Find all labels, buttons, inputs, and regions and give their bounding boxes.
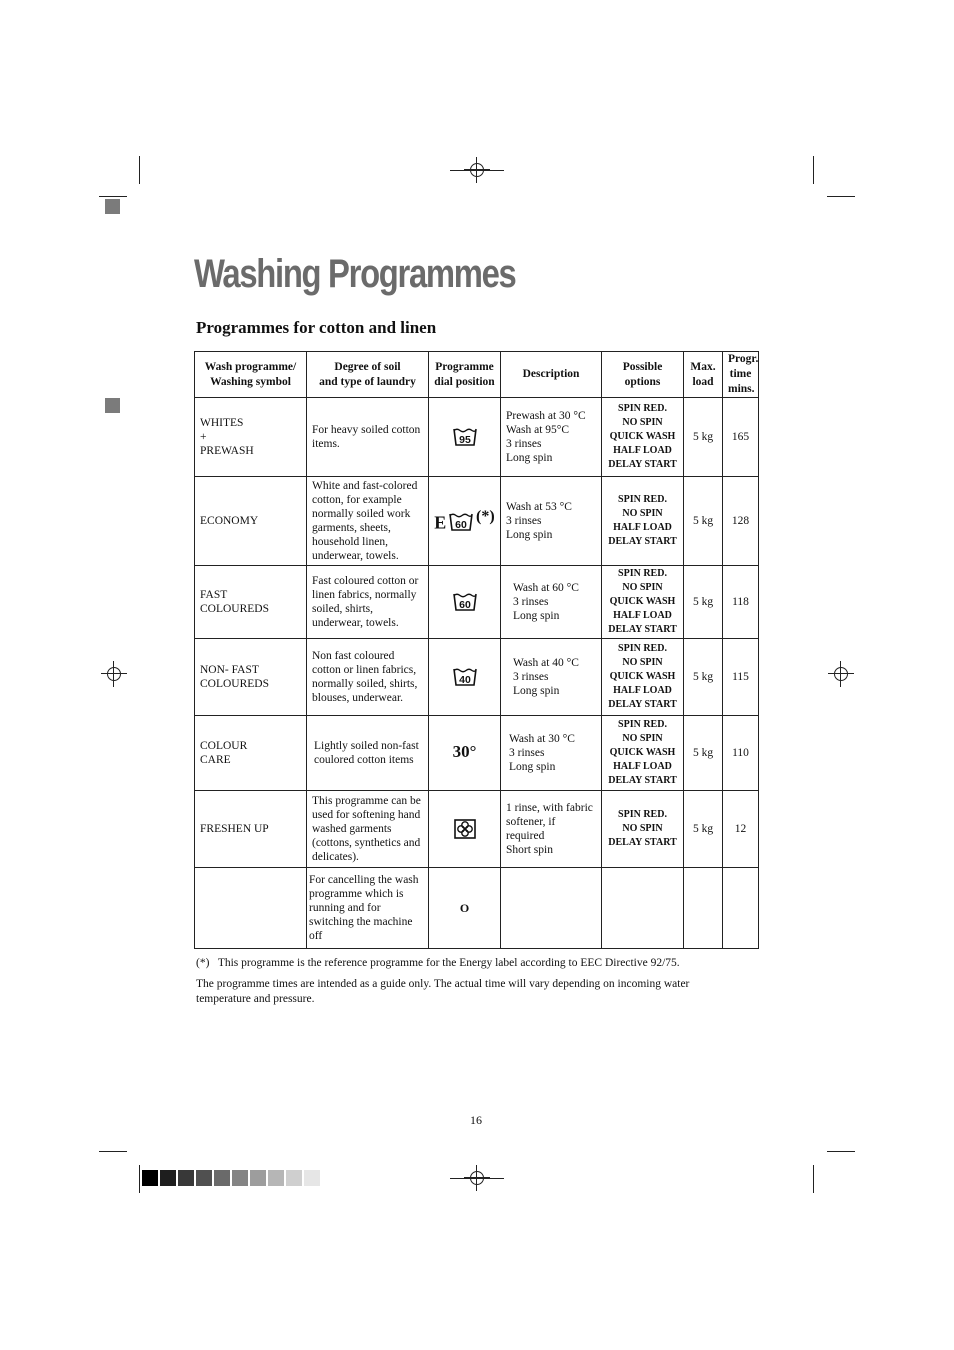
programme-time: 165 — [723, 398, 759, 477]
section-marker — [105, 199, 120, 214]
possible-options: SPIN RED. NO SPIN QUICK WASH HALF LOAD DELAY START — [602, 398, 684, 477]
programme-time — [723, 868, 759, 949]
programme-description: 1 rinse, with fabric softener, if required Short spin — [501, 791, 602, 868]
programme-description: Wash at 40 °C 3 rinses Long spin — [501, 639, 602, 716]
programme-name: FRESHEN UP — [195, 791, 307, 868]
programme-description: Prewash at 30 °C Wash at 95°C 3 rinses Long spin — [501, 398, 602, 477]
possible-options: SPIN RED. NO SPIN QUICK WASH HALF LOAD DELAY START — [602, 639, 684, 716]
table-row — [195, 477, 759, 566]
crop-mark — [450, 1178, 504, 1179]
footnote-times: The programme times are intended as a guide only. The actual time will vary depending on incoming water temperature and pressure. — [196, 978, 690, 1005]
programme-name — [195, 868, 307, 949]
economy-letter: E — [434, 512, 447, 533]
programme-time: 110 — [723, 716, 759, 791]
table-row — [195, 398, 759, 477]
dial-position — [429, 398, 501, 477]
max-load: 5 kg — [684, 398, 723, 477]
header-programme: Wash programme/ Washing symbol — [195, 352, 307, 398]
registration-mark-icon — [101, 661, 127, 687]
crop-mark — [450, 170, 504, 171]
programme-description: Wash at 60 °C 3 rinses Long spin — [501, 566, 602, 639]
possible-options: SPIN RED. NO SPIN QUICK WASH HALF LOAD DELAY START — [602, 716, 684, 791]
max-load: 5 kg — [684, 791, 723, 868]
programme-time: 115 — [723, 639, 759, 716]
table-row — [195, 716, 759, 791]
page-title: Washing Programmes — [194, 252, 516, 296]
crop-mark — [139, 156, 140, 184]
header-time: Progr. time mins. — [723, 352, 759, 398]
programme-name: FAST COLOUREDS — [195, 566, 307, 639]
programme-name: ECONOMY — [195, 477, 307, 566]
dial-position — [429, 791, 501, 868]
soil-description: For heavy soiled cotton items. — [307, 398, 429, 477]
soil-description: Fast coloured cotton or linen fabrics, normally soiled, shirts, underwear, towels. — [307, 566, 429, 639]
soil-description: White and fast-colored cotton, for example normally soiled work garments, sheets, household linen, underwear, towels. — [307, 477, 429, 566]
programme-time: 128 — [723, 477, 759, 566]
programme-description: Wash at 30 °C 3 rinses Long spin — [501, 716, 602, 791]
wash-tub-60-icon — [449, 512, 473, 532]
header-description: Description — [501, 352, 602, 398]
soil-description: For cancelling the wash programme which is running and for switching the machine off — [307, 868, 429, 949]
svg-text:60: 60 — [458, 599, 471, 611]
crop-mark — [827, 196, 855, 197]
grayscale-swatch — [160, 1170, 176, 1186]
table-row — [195, 639, 759, 716]
table-row — [195, 566, 759, 639]
possible-options: SPIN RED. NO SPIN DELAY START — [602, 791, 684, 868]
possible-options — [602, 868, 684, 949]
svg-text:60: 60 — [455, 519, 468, 532]
svg-text:95: 95 — [458, 434, 471, 446]
max-load: 5 kg — [684, 716, 723, 791]
programme-name: COLOUR CARE — [195, 716, 307, 791]
dial-position — [429, 477, 501, 566]
svg-text:40: 40 — [458, 674, 471, 686]
max-load — [684, 868, 723, 949]
table-row — [195, 868, 759, 949]
header-options: Possible options — [602, 352, 684, 398]
grayscale-swatch — [214, 1170, 230, 1186]
possible-options: SPIN RED. NO SPIN QUICK WASH HALF LOAD DELAY START — [602, 566, 684, 639]
temperature-30-label: 30° — [452, 742, 477, 761]
programme-description — [501, 868, 602, 949]
header-load: Max. load — [684, 352, 723, 398]
grayscale-swatch — [304, 1170, 320, 1186]
wash-tub-60-icon — [453, 592, 477, 612]
crop-mark — [99, 1151, 127, 1152]
crop-mark — [99, 196, 127, 197]
section-subtitle: Programmes for cotton and linen — [196, 318, 437, 337]
wash-tub-95-icon — [453, 427, 477, 447]
grayscale-swatch — [250, 1170, 266, 1186]
possible-options: SPIN RED. NO SPIN HALF LOAD DELAY START — [602, 477, 684, 566]
max-load: 5 kg — [684, 477, 723, 566]
programme-time: 118 — [723, 566, 759, 639]
off-position-label: O — [459, 900, 470, 915]
soil-description: This programme can be used for softening hand washed garments (cottons, synthetics and delicates). — [307, 791, 429, 868]
dial-position — [429, 566, 501, 639]
reference-asterisk: (*) — [476, 507, 495, 525]
registration-mark-icon — [828, 661, 854, 687]
max-load: 5 kg — [684, 566, 723, 639]
grayscale-swatch — [286, 1170, 302, 1186]
grayscale-swatch — [142, 1170, 158, 1186]
programme-time: 12 — [723, 791, 759, 868]
dial-position — [429, 716, 501, 791]
softener-flower-icon — [454, 819, 476, 839]
soil-description: Non fast coloured cotton or linen fabrics, normally soiled, shirts, blouses, underwear. — [307, 639, 429, 716]
wash-tub-40-icon — [453, 667, 477, 687]
grayscale-swatch — [268, 1170, 284, 1186]
crop-mark — [813, 156, 814, 184]
table-row — [195, 791, 759, 868]
dial-position — [429, 639, 501, 716]
crop-mark — [827, 1151, 855, 1152]
dial-position — [429, 868, 501, 949]
table-header-row — [195, 352, 759, 398]
section-marker — [105, 398, 120, 413]
max-load: 5 kg — [684, 639, 723, 716]
programmes-table — [194, 351, 759, 949]
grayscale-swatch — [232, 1170, 248, 1186]
grayscale-swatch — [178, 1170, 194, 1186]
crop-mark — [139, 1165, 140, 1193]
page-number: 16 — [470, 1113, 482, 1127]
programme-description: Wash at 53 °C 3 rinses Long spin — [501, 477, 602, 566]
programme-name: WHITES + PREWASH — [195, 398, 307, 477]
header-soil: Degree of soil and type of laundry — [307, 352, 429, 398]
grayscale-swatch — [196, 1170, 212, 1186]
soil-description: Lightly soiled non-fast coulored cotton items — [307, 716, 429, 791]
programme-name: NON- FAST COLOUREDS — [195, 639, 307, 716]
footnote-asterisk: (*) This programme is the reference programme for the Energy label according to EEC Directive 92/75. — [196, 957, 680, 969]
header-dial: Programme dial position — [429, 352, 501, 398]
crop-mark — [813, 1165, 814, 1193]
